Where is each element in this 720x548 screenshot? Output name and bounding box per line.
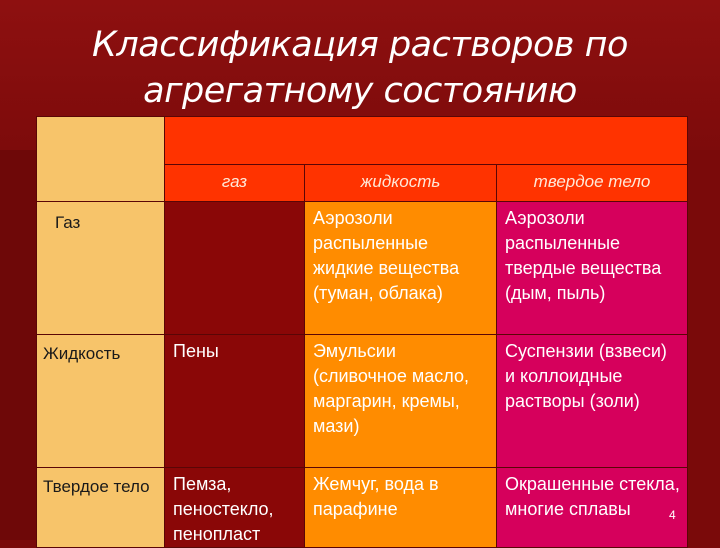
row-label-liquid: Жидкость — [37, 335, 165, 468]
row-label-solid: Твердое тело — [37, 468, 165, 548]
col-header-solid: твердое тело — [497, 165, 688, 202]
cell-solid-solid: Окрашенные стекла, многие сплавы — [497, 468, 688, 548]
cell-solid-liquid: Жемчуг, вода в парафине — [305, 468, 497, 548]
table-row — [37, 468, 688, 548]
cell-gas-solid: Аэрозоли распыленные твердые вещества (дым, пыль) — [497, 202, 688, 335]
table-header-top — [37, 117, 688, 165]
table-row — [37, 335, 688, 468]
table-corner-cell — [37, 117, 165, 202]
background-left-strip — [0, 150, 36, 540]
row-label-gas: Газ — [37, 202, 165, 335]
slide-title — [0, 22, 720, 114]
cell-gas-liquid: Аэрозоли распыленные жидкие вещества (туман, облака) — [305, 202, 497, 335]
title-line-2: агрегатному состоянию — [143, 71, 577, 111]
cell-solid-gas: Пемза, пеностекло, пенопласт — [165, 468, 305, 548]
cell-liquid-liquid: Эмульсии (сливочное масло, маргарин, кремы, мази) — [305, 335, 497, 468]
classification-table — [36, 116, 688, 548]
cell-liquid-solid: Суспензии (взвеси) и коллоидные растворы (золи) — [497, 335, 688, 468]
col-header-liquid: жидкость — [305, 165, 497, 202]
header-banner — [165, 117, 688, 165]
cell-gas-gas — [165, 202, 305, 335]
title-line-1: Классификация растворов по — [92, 25, 628, 65]
col-header-gas: газ — [165, 165, 305, 202]
cell-liquid-gas: Пены — [165, 335, 305, 468]
table-row — [37, 202, 688, 335]
page-number: 4 — [669, 508, 676, 522]
